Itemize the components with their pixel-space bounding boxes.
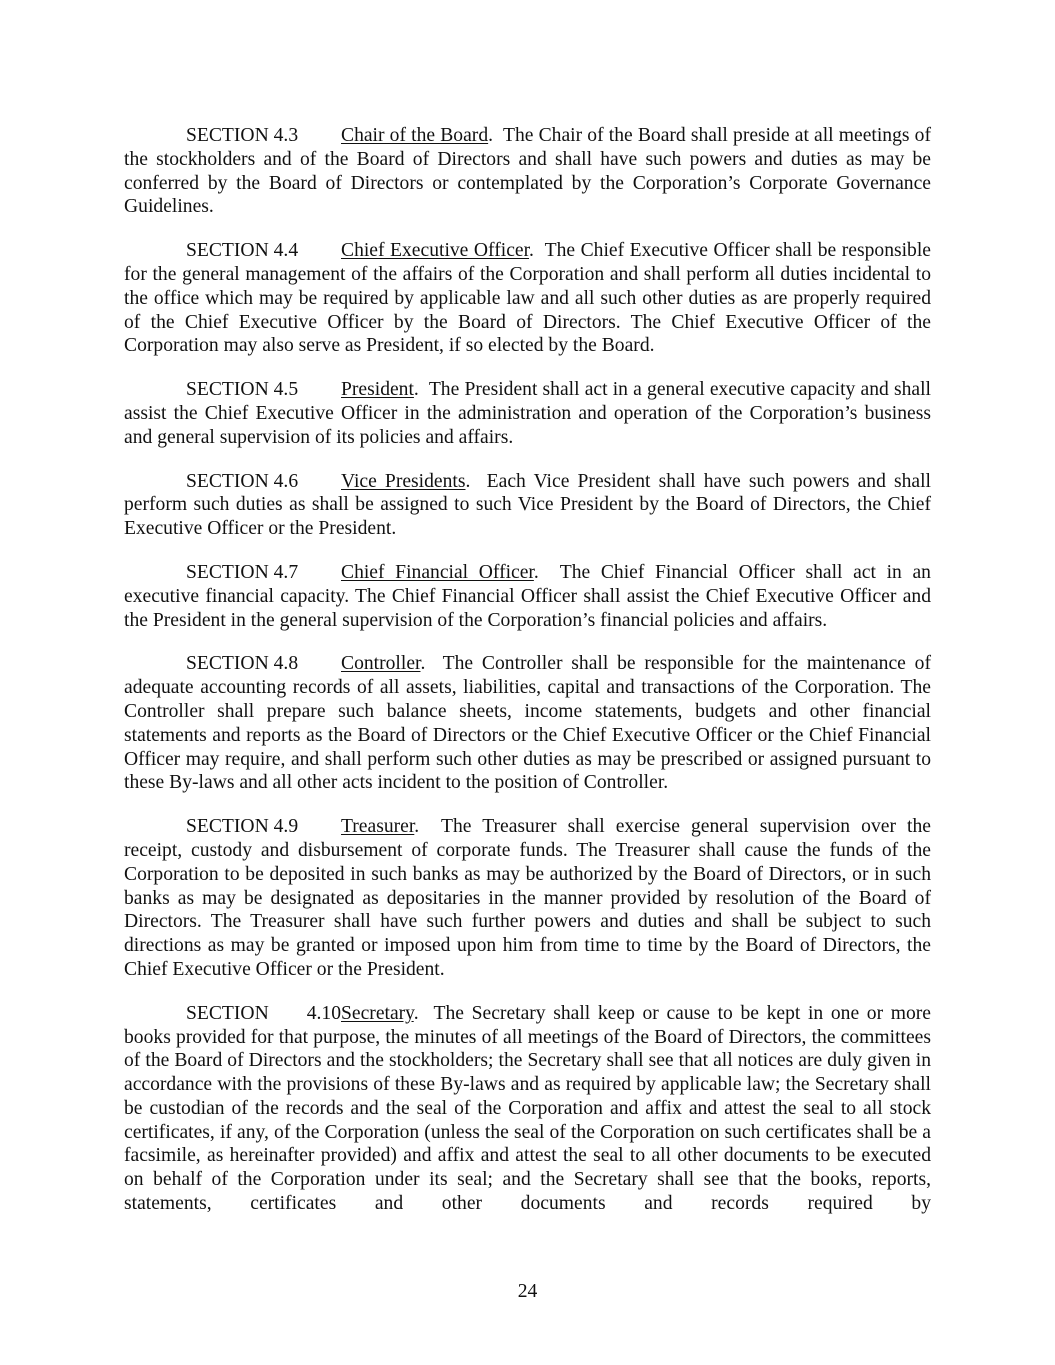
title-period: . — [413, 379, 419, 401]
section-title: Chair of the Board — [341, 125, 489, 146]
section-body: Each Vice President shall have such powers and shall perform such duties as shall be assigned to such Vice President by the Board of Directors, the Chief Executive Officer or the President. — [124, 470, 931, 540]
title-period: . — [488, 125, 494, 146]
section-number: SECTION 4.4 — [186, 240, 299, 262]
section-title: Secretary — [341, 1002, 414, 1024]
section-body: The President shall act in a general executive capacity and shall assist the Chief Executive Officer in the administration and operation of the Corporation’s business and general supervision of its policies and affairs. — [124, 379, 931, 448]
section-4-3 — [124, 124, 931, 219]
section-title: Vice Presidents — [341, 470, 466, 492]
section-body: The Chair of the Board shall preside at all meetings of the stockholders and of the Board of Directors and shall have such powers and duties as may be conferred by the Board of Directors or contemplated by the Corporation’s Corporate Governance Guidelines. — [124, 125, 931, 218]
section-number: SECTION 4.10 — [186, 1002, 341, 1024]
section-4-5 — [124, 378, 931, 449]
section-body: The Secretary shall keep or cause to be kept in one or more books provided for that purpose, the minutes of all meetings of the Board of Directors, the committees of the Board of Directors and the stockholders; the Secretary shall see that all notices are duly given in accordance with the provisions of these By-laws and as required by applicable law; the Secretary shall be custodian of the records and the seal of the Corporation and affix and attest the seal to all stock certificates, if any, of the Corporation (unless the seal of the Corporation on such certificates shall be a facsimile, as hereinafter provided) and affix and attest the seal to all other documents to be executed on behalf of the Corporation under its seal; and the Secretary shall see that the books, reports, statements, certificates and other documents and records required by — [124, 1002, 931, 1215]
section-title: Controller — [341, 653, 421, 675]
title-period: . — [533, 561, 539, 583]
section-title: Chief Financial Officer — [341, 561, 534, 583]
section-number: SECTION 4.3 — [186, 125, 299, 146]
section-number: SECTION 4.8 — [186, 653, 299, 675]
title-period: . — [414, 816, 420, 838]
section-number: SECTION 4.5 — [186, 379, 299, 401]
section-body: The Controller shall be responsible for the maintenance of adequate accounting records of all assets, liabilities, capital and transactions of the Corporation. The Controller shall prepare such balance sheets, income statements, budgets and other financial statements and reports as the Board of Directors or the Chief Executive Officer or the Chief Financial Officer may require, and shall perform such other duties as may be prescribed or assigned pursuant to these By-laws and all other acts incident to the position of Controller. — [124, 653, 931, 794]
section-number: SECTION 4.6 — [186, 470, 299, 492]
section-title: Chief Executive Officer — [341, 240, 530, 262]
title-period: . — [529, 240, 534, 262]
title-period: . — [420, 653, 426, 675]
section-body: The Treasurer shall exercise general supervision over the receipt, custody and disbursement of corporate funds. The Treasurer shall cause the funds of the Corporation to be deposited in such banks as may be authorized by the Board of Directors, or in such banks as may be designated as depositaries in the manner provided by resolution of the Board of Directors. The Treasurer shall have such further powers and duties and shall be subject to such directions as may be granted or imposed upon him from time to time by the Board of Directors, the Chief Executive Officer or the President. — [124, 816, 931, 980]
title-period: . — [413, 1002, 419, 1024]
section-4-4 — [124, 239, 931, 358]
document-page — [124, 124, 931, 1236]
section-4-10 — [124, 1002, 931, 1216]
section-body: The Chief Financial Officer shall act in an executive financial capacity. The Chief Financial Officer shall assist the Chief Executive Officer and the President in the general supervision of the Corporation’s financial policies and affairs. — [124, 561, 931, 631]
page-number: 24 — [517, 1281, 538, 1302]
section-number: SECTION 4.7 — [186, 561, 299, 583]
section-4-7 — [124, 561, 931, 632]
section-4-9 — [124, 815, 931, 982]
section-title: Treasurer — [341, 816, 415, 838]
section-4-8 — [124, 652, 931, 795]
section-4-6 — [124, 470, 931, 541]
section-body: The Chief Executive Officer shall be responsible for the general management of the affairs of the Corporation and shall perform all duties incidental to the office which may be required by applicable law and all such other duties as are properly required of the Chief Executive Officer by the Board of Directors. The Chief Executive Officer of the Corporation may also serve as President, if so elected by the Board. — [124, 240, 931, 357]
section-title: President — [341, 379, 414, 401]
section-number: SECTION 4.9 — [186, 816, 299, 838]
title-period: . — [465, 470, 471, 492]
